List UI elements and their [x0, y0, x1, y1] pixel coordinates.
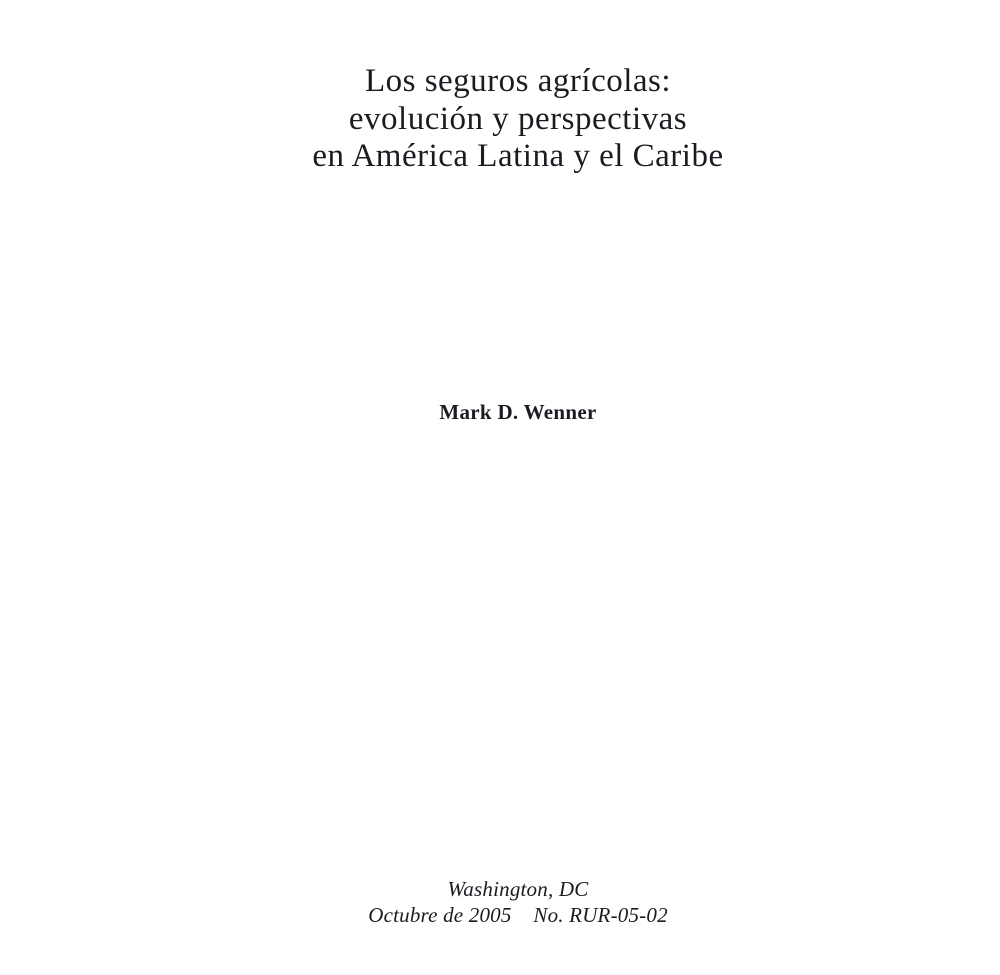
paper-title [18, 63, 1000, 176]
paper-footer [18, 876, 1000, 928]
footer-location: Washington, DC [447, 877, 589, 901]
paper-title-line-3: en América Latina y el Caribe [312, 138, 724, 174]
paper-title-line-2: evolución y perspectivas [348, 100, 688, 137]
paper-author: Mark D. Wenner [439, 400, 597, 424]
paper-title-line-1: Los seguros agrícolas: [364, 63, 672, 99]
footer-date-and-report-number: Octubre de 2005 No. RUR-05-02 [368, 903, 668, 927]
